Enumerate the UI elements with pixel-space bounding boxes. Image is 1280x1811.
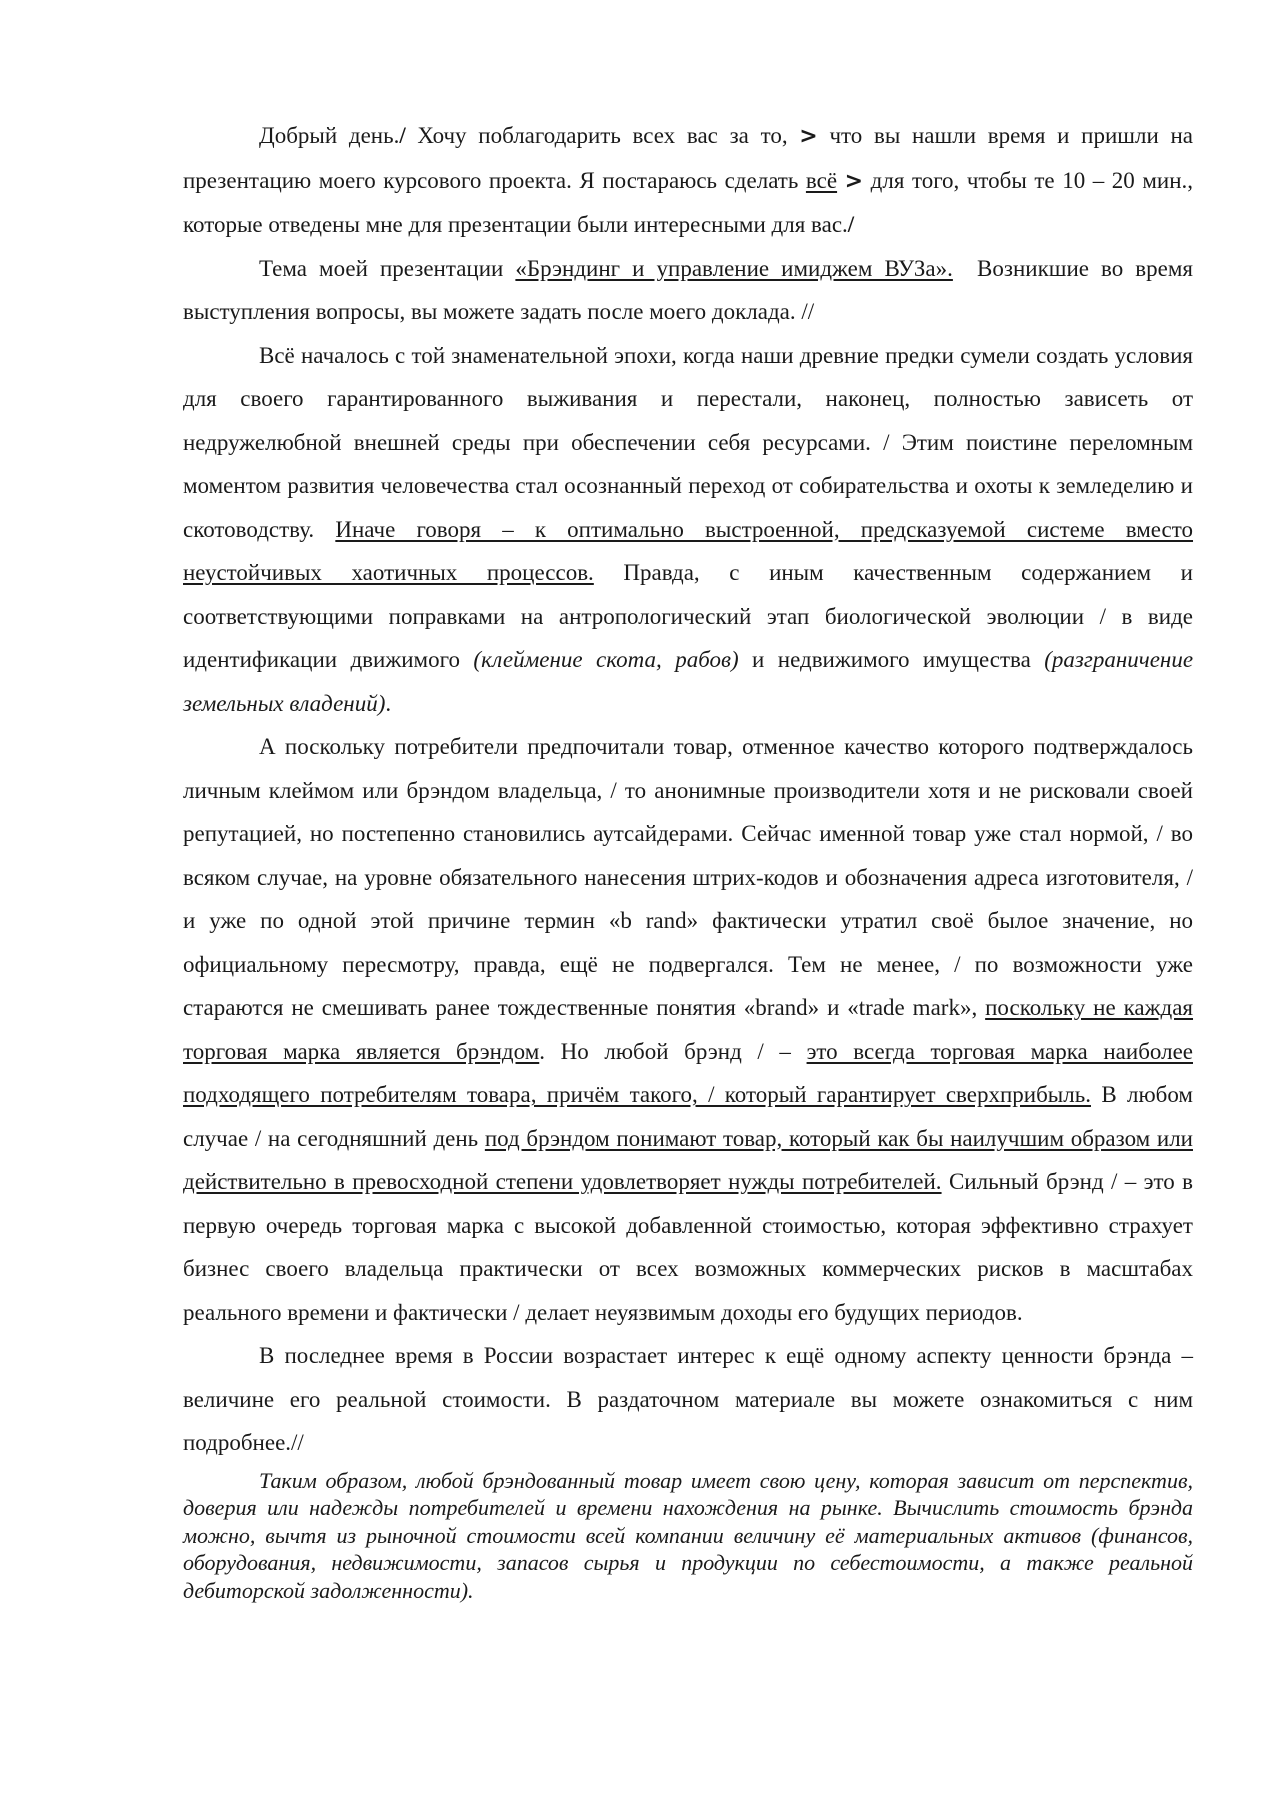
paragraph-history — [183, 334, 1193, 726]
presentation-title: «Брэндинг и управление имиджем ВУЗа». — [515, 255, 953, 281]
text-run: В любом случае / на сегодняшний день — [183, 1082, 1193, 1151]
pause-marker: / — [399, 123, 406, 148]
text-run: Хочу поблагодарить всех вас за то, — [405, 123, 788, 148]
text-run: Сильный брэнд / – это в первую очередь торговая марка с высокой добавленной стоимостью, которая эффективно страхует бизнес своего владельца практически от всех возможных коммерческих рисков в масштабах реального времени и фактически / делает неуязвимым доходы его будущих периодов. — [183, 1169, 1194, 1325]
text-run: Всё началось с той знаменательной эпохи, когда наши древние предки сумели создать условия для своего гарантированного выживания и перестали, наконец, полностью зависеть от недружелюбной внешней среды при обеспечении себя ресурсами. / Этим поистине переломным моментом развития человечества стал осознанный переход от собирательства и охоты к земледелию и скотоводству. — [183, 342, 1193, 542]
text-run: для того, чтобы те 10 – 20 мин., которые отведены мне для презентации были интересными для вас. — [183, 167, 1194, 237]
text-run: Таким образом, любой брэндованный товар имеет свою цену, которая зависит от перспектив, доверия или надежды потребителей и времени нахождения на рынке. Вычислить стоимость брэнда можно, вычтя из рыночной стоимости всей компании величину её материальных активов (финансов, оборудования, недвижимости, запасов сырья и продукции по себестоимости, а также реальной дебиторской задолженности). — [183, 1467, 1193, 1603]
text-run: Тема моей презентации — [259, 255, 504, 281]
text-run: что вы нашли время и пришли на презентацию моего курсового проекта. Я постараюсь сделать — [183, 123, 1193, 193]
paragraph-brand — [183, 725, 1193, 1334]
underlined-text: это всегда торговая марка наиболее подходящего потребителям товара, причём такого, / который гарантирует сверхприбыль. — [183, 1038, 1193, 1107]
text-run: В последнее время в России возрастает интерес к ещё одному аспекту ценности брэнда – величине его реальной стоимости. В раздаточном материале вы можете ознакомиться с ним подробнее.// — [183, 1343, 1193, 1455]
text-run: и недвижимого имущества — [752, 647, 1031, 672]
paragraph-russia — [183, 1334, 1193, 1465]
paragraph-greeting — [183, 114, 1193, 247]
text-run: Добрый день. — [259, 123, 400, 148]
paragraph-topic — [183, 247, 1193, 334]
italic-text: (разграничение земельных владений) — [183, 647, 1194, 716]
underlined-text: Иначе говоря – к оптимально выстроенной, предсказуемой системе вместо неустойчивых хаотичных процессов. — [183, 516, 1194, 585]
text-run: Правда, с иным качественным содержанием и соответствующими поправками на антропологический этап биологической эволюции / в виде идентификации движимого — [183, 560, 1193, 672]
text-run: . Но любой брэнд / – — [539, 1038, 791, 1064]
pause-marker: / — [847, 212, 855, 237]
text-run: А поскольку потребители предпочитали товар, отменное качество которого подтверждалось личным клеймом или брэндом владельца, / то анонимные производители хотя и не рисковали своей репутацией, но постепенно становились аутсайдерами. Сейчас именной товар уже стал нормой, / во всяком случае, на уровне обязательного нанесения штрих-кодов и обозначения адреса изготовителя, / и уже по одной этой причине термин «b rand» фактически утратил своё былое значение, но официальному пересмотру, правда, ещё не подвергался. Тем не менее, / по возможности уже стараются не смешивать ранее тождественные понятия «brand» и «trade mark», — [183, 734, 1193, 1020]
underlined-text: поскольку не каждая торговая марка является брэндом — [183, 995, 1194, 1064]
emphasis-marker: > — [799, 124, 818, 149]
text-run: . — [385, 690, 392, 716]
italic-text: (клеймение скота, рабов) — [473, 647, 739, 672]
paragraph-conclusion — [183, 1467, 1193, 1605]
underlined-text: всё — [805, 167, 838, 193]
text-run: Возникшие во время выступления вопросы, вы можете задать после моего доклада. // — [183, 255, 1193, 324]
underlined-text: под брэндом понимают товар, который как бы наилучшим образом или действительно в превосходной степени удовлетворяет нужды потребителей. — [183, 1125, 1193, 1194]
document-page — [183, 114, 1193, 1604]
emphasis-marker: > — [844, 168, 864, 194]
